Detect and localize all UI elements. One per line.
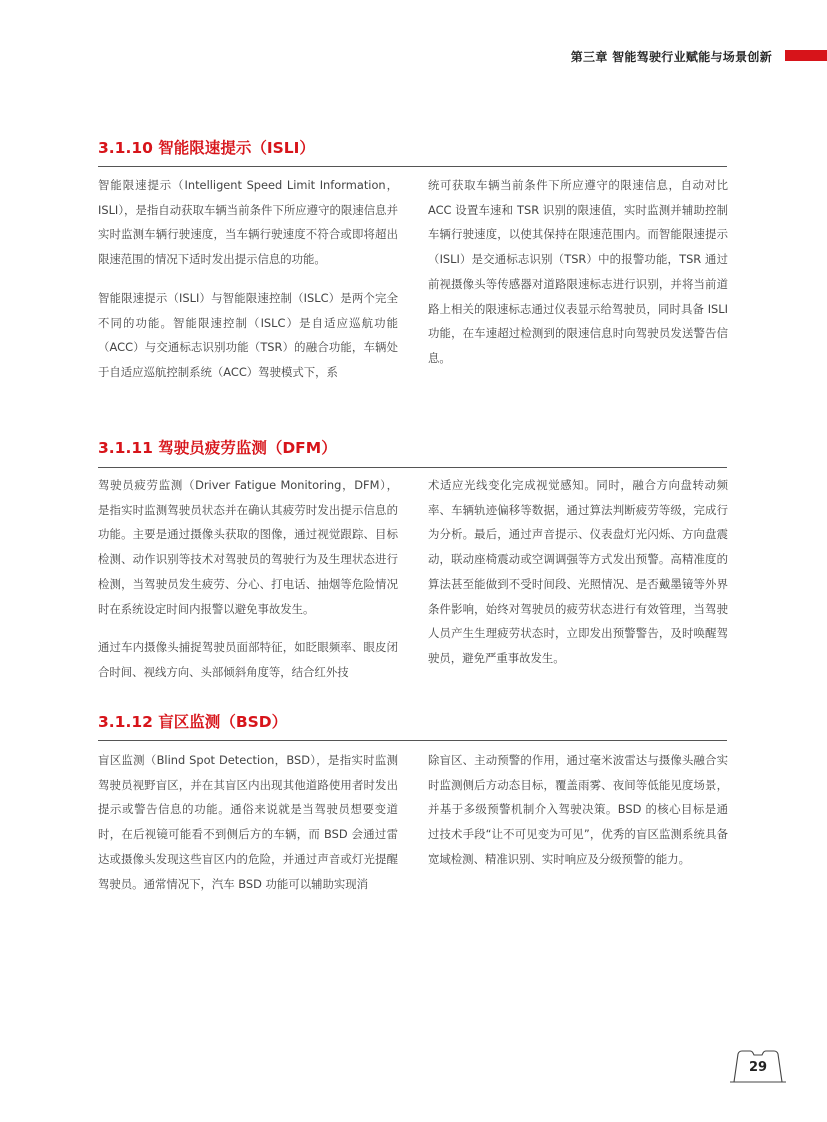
page-number: 29 <box>748 1060 768 1075</box>
paragraph: 盲区监测（Blind Spot Detection，BSD），是指实时监测驾驶员视野盲区，并在其盲区内出现其他道路使用者时发出提示或警告信息的功能。通俗来说就是当驾驶员想要变道时，在后视镜可能看不到侧后方的车辆，而 BSD 会通过雷达或摄像头发现这些盲区内的危险，并通过声音或灯光提醒驾驶员。通常情况下，汽车 BSD 功能可以辅助实现消 <box>98 753 398 891</box>
paragraph: 除盲区、主动预警的作用，通过毫米波雷达与摄像头融合实时监测侧后方动态目标，覆盖雨雾、夜间等低能见度场景，并基于多级预警机制介入驾驶决策。BSD 的核心目标是通过技术手段“让不可见变为可见”，优秀的盲区监测系统具备宽域检测、精准识别、实时响应及分级预警的能力。 <box>428 753 728 866</box>
section-bsd-right-column <box>428 748 728 872</box>
section-isli-right-column <box>428 173 728 371</box>
section-title-bsd: 3.1.12 盲区监测（BSD） <box>98 713 288 731</box>
paragraph: 统可获取车辆当前条件下所应遵守的限速信息，自动对比 ACC 设置车速和 TSR 识别的限速值，实时监测并辅助控制车辆行驶速度，以使其保持在限速范围内。而智能限速提示（ISLI）是交通标志识别（TSR）中的报警功能，TSR 通过前视摄像头等传感器对道路限速标志进行识别，并将当前道路上相关的限速标志通过仪表显示给驾驶员，同时具备 ISLI 功能，在车速超过检测到的限速信息时向驾驶员发送警告信息。 <box>428 178 728 365</box>
section-title-isli: 3.1.10 智能限速提示（ISLI） <box>98 139 315 157</box>
section-divider <box>98 467 727 468</box>
page-number-badge <box>728 1048 788 1084</box>
section-dfm-left-column <box>98 473 398 685</box>
paragraph: 智能限速提示（ISLI）与智能限速控制（ISLC）是两个完全不同的功能。智能限速控制（ISLC）是自适应巡航功能（ACC）与交通标志识别功能（TSR）的融合功能，车辆处于自适应巡航控制系统（ACC）驾驶模式下，系 <box>98 290 398 379</box>
section-isli-left-column <box>98 173 398 385</box>
section-dfm-right-column <box>428 473 728 671</box>
paragraph: 驾驶员疲劳监测（Driver Fatigue Monitoring，DFM），是指实时监测驾驶员状态并在确认其疲劳时发出提示信息的功能。主要是通过摄像头获取的图像，通过视觉跟踪、目标检测、动作识别等技术对驾驶员的驾驶行为及生理状态进行检测，当驾驶员发生疲劳、分心、打电话、抽烟等危险情况时在系统设定时间内报警以避免事故发生。 <box>98 478 398 616</box>
section-bsd-left-column <box>98 748 398 896</box>
paragraph: 智能限速提示（Intelligent Speed Limit Information，ISLI），是指自动获取车辆当前条件下所应遵守的限速信息并实时监测车辆行驶速度，当车辆行驶速度不符合或即将超出限速范围的情况下适时发出提示信息的功能。 <box>98 178 398 267</box>
chapter-header: 第三章 智能驾驶行业赋能与场景创新 <box>570 50 772 64</box>
section-title-dfm: 3.1.11 驾驶员疲劳监测（DFM） <box>98 439 337 457</box>
paragraph: 术适应光线变化完成视觉感知。同时，融合方向盘转动频率、车辆轨迹偏移等数据，通过算法判断疲劳等级，完成行为分析。最后，通过声音提示、仪表盘灯光闪烁、方向盘震动，联动座椅震动或空调调强等方式发出预警。高精准度的算法甚至能做到不受时间段、光照情况、是否戴墨镜等外界条件影响，始终对驾驶员的疲劳状态进行有效管理，当驾驶人员产生生理疲劳状态时，立即发出预警警告，及时唤醒驾驶员，避免严重事故发生。 <box>428 478 728 665</box>
section-divider <box>98 166 727 167</box>
paragraph: 通过车内摄像头捕捉驾驶员面部特征，如眨眼频率、眼皮闭合时间、视线方向、头部倾斜角度等，结合红外技 <box>98 640 398 679</box>
section-divider <box>98 740 727 741</box>
header-accent-bar <box>785 50 827 61</box>
